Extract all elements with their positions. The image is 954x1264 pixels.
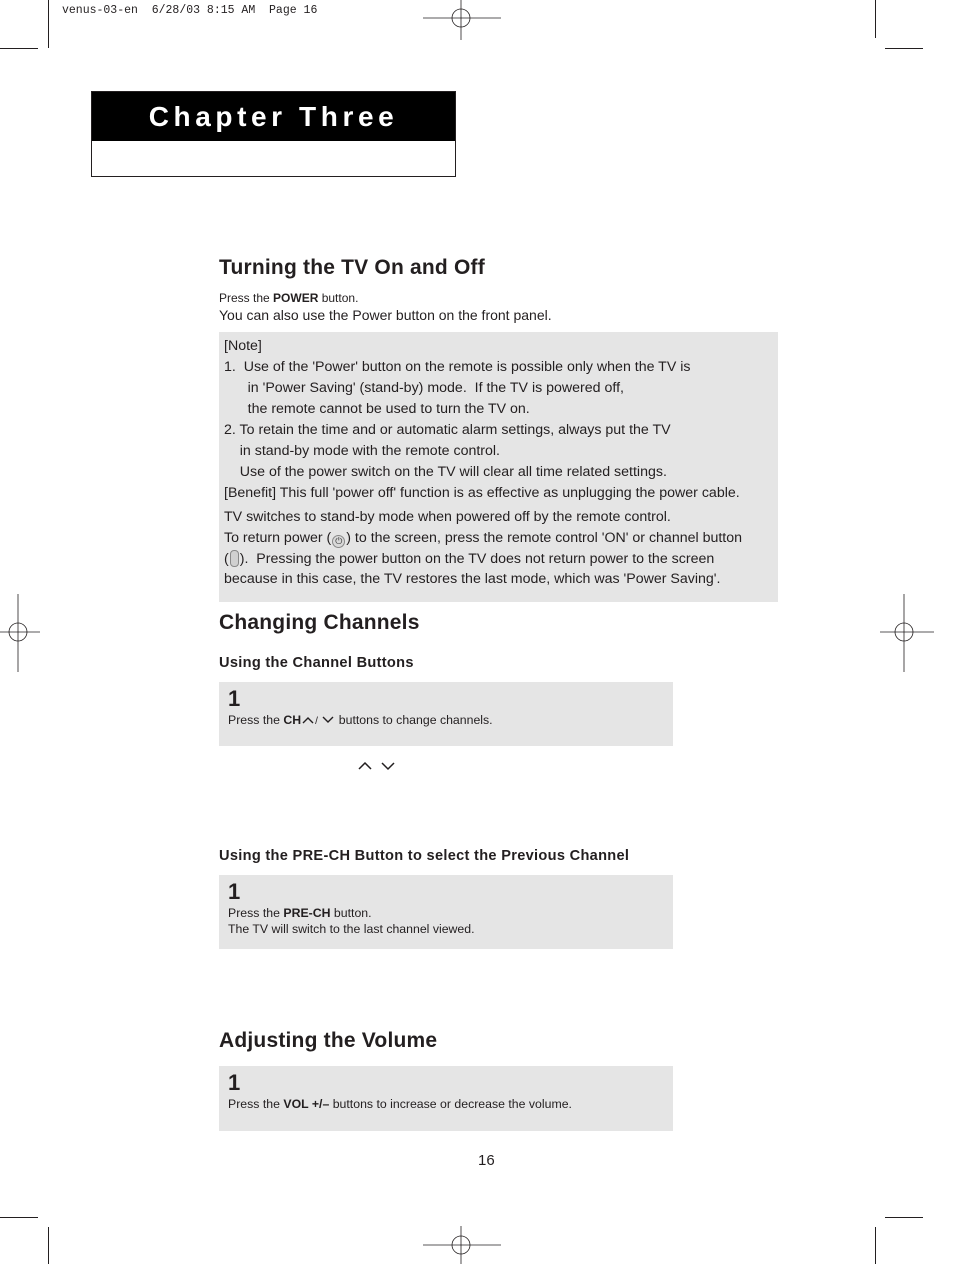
registration-mark-icon [880,594,934,672]
section-heading-volume: Adjusting the Volume [219,1029,438,1052]
chevron-down-icon [380,760,396,772]
step-number: 1 [228,1070,241,1095]
note-box [219,332,778,602]
crop-mark [48,1227,49,1264]
registration-mark-icon [423,1226,501,1264]
subheading-channel-buttons: Using the Channel Buttons [219,655,414,671]
crop-mark [885,48,923,49]
print-slug: venus-03-en 6/28/03 8:15 AM Page 16 [62,4,318,17]
step-box-channel-buttons [219,682,673,746]
registration-mark-icon [423,0,501,40]
note-line: 1. Use of the 'Power' button on the remote is possible only when the TV is [224,359,691,375]
registration-mark-icon [0,594,40,672]
note-line: TV switches to stand-by mode when powered off by the remote control. [224,509,671,525]
crop-mark [0,1217,38,1218]
power-icon: ⏻ [332,535,345,548]
step-box-pre-ch [219,875,673,949]
section-heading-channels: Changing Channels [219,611,420,634]
note-line: To return power ( ⏻ ) to the screen, press the remote control 'ON' or channel button [224,530,743,546]
subheading-pre-ch: Using the PRE-CH Button to select the Previous Channel [219,848,630,864]
chapter-header [91,91,456,177]
note-line: 2. To retain the time and or automatic alarm settings, always put the TV [224,422,671,438]
channel-button-icon [230,550,239,567]
section-heading-power: Turning the TV On and Off [219,256,485,279]
chevron-down-icon [321,715,335,725]
note-line: ( ). Pressing the power button on the TV does not return power to the screen [224,551,715,567]
note-line: because in this case, the TV restores the last mode, which was 'Power Saving'. [224,571,721,587]
power-key-label: POWER [273,291,319,305]
step-text: The TV will switch to the last channel viewed. [228,922,475,936]
chapter-title: Chapter Three [92,92,455,141]
chevron-up-icon [301,715,315,725]
note-line: [Benefit] This full 'power off' function is as effective as unplugging the power cable. [224,485,740,501]
page-number: 16 [478,1152,495,1169]
note-line: [Note] [224,338,262,354]
crop-mark [875,0,876,38]
crop-mark [48,0,49,48]
chevron-up-icon [357,760,373,772]
step-number: 1 [228,879,241,904]
step-text: Press the VOL +/– buttons to increase or decrease the volume. [228,1097,572,1111]
note-line: the remote cannot be used to turn the TV on. [224,401,530,417]
power-instruction: Press the POWER button. [219,291,359,305]
note-line: in stand-by mode with the remote control. [224,443,500,459]
step-number: 1 [228,686,241,711]
note-line: in 'Power Saving' (stand-by) mode. If the TV is powered off, [224,380,624,396]
crop-mark [875,1227,876,1264]
note-line: Use of the power switch on the TV will clear all time related settings. [224,464,667,480]
step-box-volume [219,1066,673,1131]
step-text: Press the CH / buttons to change channels. [228,713,493,727]
crop-mark [885,1217,923,1218]
crop-mark [0,48,38,49]
step-text: Press the PRE-CH button. [228,906,372,920]
front-panel-text: You can also use the Power button on the front panel. [219,307,552,323]
